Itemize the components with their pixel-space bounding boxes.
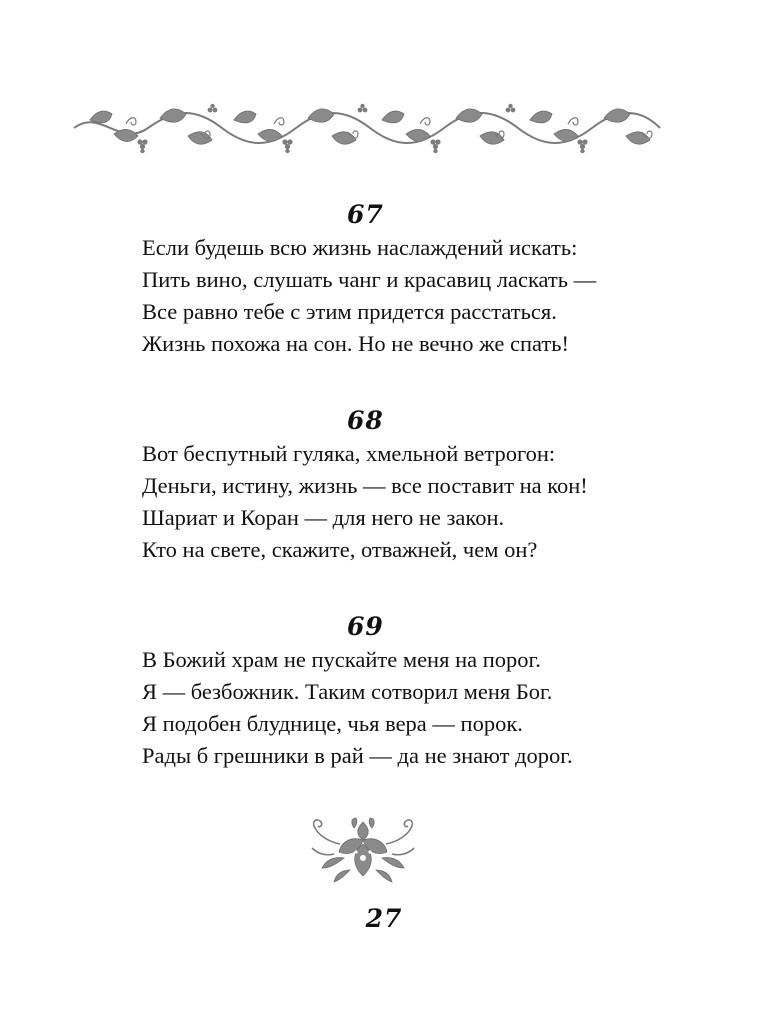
poem-line: Все равно тебе с этим придется расстаться. xyxy=(142,299,557,324)
poem-line: Если будешь всю жизнь наслаждений искать: xyxy=(142,235,578,260)
poem-line: Вот беспутный гуляка, хмельной ветрогон: xyxy=(142,441,556,466)
poem-69 xyxy=(142,612,662,772)
poem-number: 69 xyxy=(347,612,384,641)
poem-line: Пить вино, слушать чанг и красавиц ласкать — xyxy=(142,267,597,292)
poem-68 xyxy=(142,406,662,566)
poem-line: Кто на свете, скажите, отважней, чем он? xyxy=(142,537,538,562)
poem-line: Жизнь похожа на сон. Но не вечно же спать! xyxy=(142,331,569,356)
poem-line: Рады б грешники в рай — да не знают дорог. xyxy=(142,743,573,768)
page-number: 27 xyxy=(365,904,403,933)
poem-line: Я подобен блуднице, чья вера — порок. xyxy=(142,711,523,736)
poem-line: Шариат и Коран — для него не закон. xyxy=(142,505,505,530)
poem-number: 68 xyxy=(347,406,384,435)
poem-number: 67 xyxy=(347,200,384,229)
poem-line: В Божий храм не пускайте меня на порог. xyxy=(142,647,541,672)
poem-67 xyxy=(142,200,662,360)
vine-border-ornament xyxy=(70,98,662,158)
poem-line: Деньги, истину, жизнь — все поставит на кон! xyxy=(142,473,588,498)
poem-line: Я — безбожник. Таким сотворил меня Бог. xyxy=(142,679,553,704)
floral-vignette-ornament xyxy=(304,814,422,888)
